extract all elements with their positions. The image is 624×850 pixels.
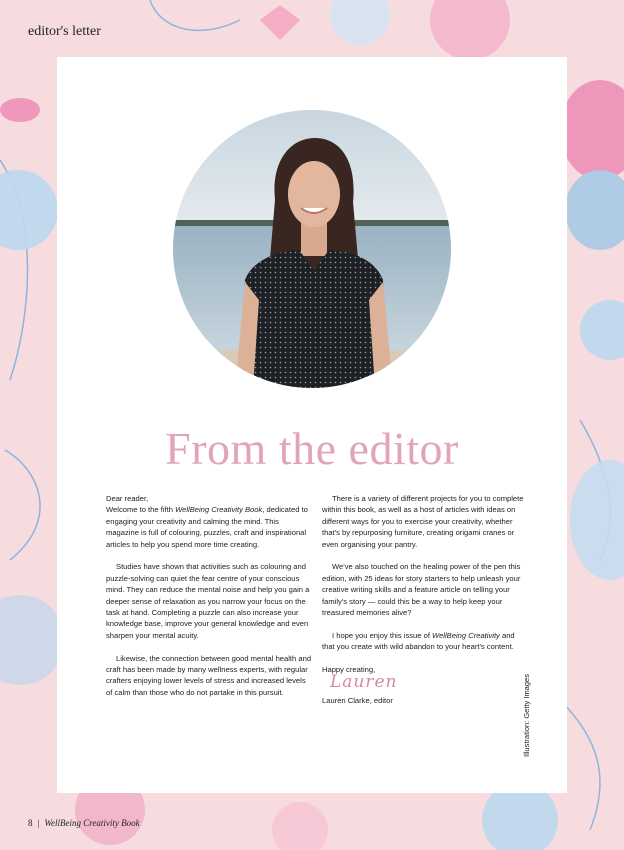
editor-photo bbox=[173, 110, 451, 388]
publication-title: WellBeing Creativity Book bbox=[44, 818, 140, 828]
section-label: editor's letter bbox=[28, 24, 101, 39]
signature: Lauren bbox=[330, 672, 398, 693]
letter-paragraph: Studies have shown that activities such as colouring and puzzle-solving can quiet the fear centre of your conscious mind. They can reduce the mental noise and help you gain a deeper sense of relaxation as you narrow your focus on the task at hand. Completing a puzzle can also increase your knowledge base, improve your general knowledge and even sharpen your mental acuity. bbox=[106, 562, 310, 640]
illustration-credit: Illustration: Getty Images bbox=[522, 674, 531, 757]
letter-paragraph: I hope you enjoy this issue of WellBeing Creativity and that you create with wild abandon to your heart's content. bbox=[322, 630, 515, 652]
footer-separator: | bbox=[37, 818, 40, 828]
publication-name: WellBeing Creativity bbox=[432, 630, 500, 640]
byline: Lauren Clarke, editor bbox=[322, 695, 393, 705]
letter-paragraph: There is a variety of different projects for you to complete within this book, as well as a host of articles with ideas on different ways for you to exercise your creativity, whether that's by repurposing furniture, creating origami cranes or even organising your pantry. bbox=[322, 494, 524, 549]
page-number: 8 bbox=[28, 818, 33, 828]
publication-name: WellBeing Creativity Book bbox=[175, 505, 263, 515]
signoff: Happy creating, bbox=[322, 665, 376, 675]
editor-letter-card bbox=[57, 57, 567, 793]
page-footer bbox=[28, 818, 140, 828]
letter-paragraph: Dear reader, Welcome to the fifth WellBeing Creativity Book, dedicated to engaging your creativity and calming the mind. This magazine is full of colouring, puzzles, craft and inspirational articles to help you spend more time creating. bbox=[106, 494, 308, 549]
page-title: From the editor bbox=[165, 423, 459, 474]
greeting: Dear reader, bbox=[106, 494, 149, 503]
letter-column-right bbox=[322, 493, 529, 718]
letter-column-left bbox=[106, 493, 313, 710]
letter-paragraph: Likewise, the connection between good mental health and craft has been made by many wellness experts, with regular crafters enjoying lower levels of stress and increased levels of calm than those who do not partake in this pursuit. bbox=[106, 653, 312, 697]
letter-paragraph: We've also touched on the healing power of the pen this edition, with 25 ideas for story starters to help unleash your creative writing skills and a feature article on telling your family's story — could this be a way to help keep your treasured memories alive? bbox=[322, 562, 521, 618]
